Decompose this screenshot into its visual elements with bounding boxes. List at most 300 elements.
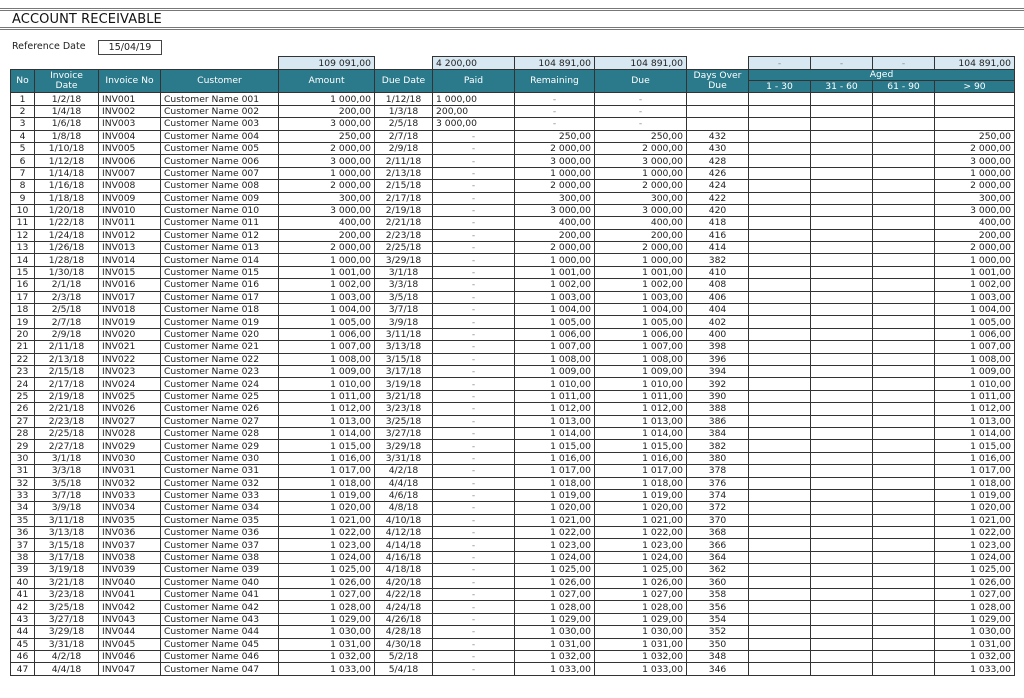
table-row[interactable] [11, 403, 1015, 415]
cell-aged-over-90[interactable]: 1 024,00 [935, 551, 1015, 563]
cell-no[interactable]: 12 [11, 229, 35, 241]
cell-due[interactable]: 1 019,00 [595, 489, 687, 501]
cell-due[interactable]: 1 013,00 [595, 415, 687, 427]
cell-remaining[interactable]: 400,00 [515, 217, 595, 229]
cell-amount[interactable]: 1 015,00 [279, 440, 375, 452]
cell-aged-over-90[interactable]: 2 000,00 [935, 180, 1015, 192]
cell-aged-31-60[interactable] [811, 155, 873, 167]
cell-due-date[interactable]: 3/11/18 [375, 328, 433, 340]
cell-invoice-no[interactable]: INV037 [99, 539, 161, 551]
cell-amount[interactable]: 1 001,00 [279, 266, 375, 278]
col-header-paid[interactable]: Paid [433, 70, 515, 93]
cell-aged-61-90[interactable] [873, 167, 935, 179]
cell-due[interactable]: 1 000,00 [595, 254, 687, 266]
cell-paid[interactable]: - [433, 626, 515, 638]
cell-days-over-due[interactable]: 428 [687, 155, 749, 167]
cell-remaining[interactable]: 1 000,00 [515, 254, 595, 266]
cell-due-date[interactable]: 5/4/18 [375, 663, 433, 675]
col-header-aged[interactable]: Aged [749, 70, 1015, 81]
cell-invoice-date[interactable]: 3/23/18 [35, 589, 99, 601]
cell-aged-over-90[interactable]: 1 012,00 [935, 403, 1015, 415]
cell-no[interactable]: 33 [11, 489, 35, 501]
cell-invoice-no[interactable]: INV021 [99, 341, 161, 353]
cell-aged-31-60[interactable] [811, 601, 873, 613]
cell-invoice-date[interactable]: 1/22/18 [35, 217, 99, 229]
cell-aged-over-90[interactable]: 1 026,00 [935, 576, 1015, 588]
cell-aged-31-60[interactable] [811, 663, 873, 675]
cell-invoice-date[interactable]: 3/19/18 [35, 564, 99, 576]
cell-aged-61-90[interactable] [873, 341, 935, 353]
cell-aged-over-90[interactable]: 1 028,00 [935, 601, 1015, 613]
cell-amount[interactable]: 1 014,00 [279, 427, 375, 439]
cell-amount[interactable]: 400,00 [279, 217, 375, 229]
cell-aged-1-30[interactable] [749, 130, 811, 142]
cell-aged-over-90[interactable]: 1 020,00 [935, 502, 1015, 514]
cell-customer[interactable]: Customer Name 014 [161, 254, 279, 266]
cell-invoice-no[interactable]: INV006 [99, 155, 161, 167]
cell-due-date[interactable]: 4/28/18 [375, 626, 433, 638]
cell-aged-over-90[interactable]: 400,00 [935, 217, 1015, 229]
cell-paid[interactable]: - [433, 650, 515, 662]
cell-days-over-due[interactable]: 422 [687, 192, 749, 204]
cell-aged-31-60[interactable] [811, 390, 873, 402]
cell-due-date[interactable]: 2/5/18 [375, 118, 433, 130]
cell-amount[interactable]: 1 030,00 [279, 626, 375, 638]
cell-paid[interactable]: - [433, 551, 515, 563]
cell-aged-1-30[interactable] [749, 564, 811, 576]
cell-aged-1-30[interactable] [749, 576, 811, 588]
cell-invoice-no[interactable]: INV046 [99, 650, 161, 662]
cell-aged-1-30[interactable] [749, 514, 811, 526]
cell-invoice-date[interactable]: 1/14/18 [35, 167, 99, 179]
cell-due[interactable]: 1 033,00 [595, 663, 687, 675]
cell-no[interactable]: 5 [11, 142, 35, 154]
cell-remaining[interactable]: 2 000,00 [515, 180, 595, 192]
table-row[interactable] [11, 279, 1015, 291]
cell-due[interactable]: 1 012,00 [595, 403, 687, 415]
cell-aged-1-30[interactable] [749, 527, 811, 539]
cell-aged-61-90[interactable] [873, 316, 935, 328]
cell-paid[interactable]: - [433, 365, 515, 377]
cell-aged-1-30[interactable] [749, 155, 811, 167]
cell-customer[interactable]: Customer Name 024 [161, 378, 279, 390]
cell-aged-31-60[interactable] [811, 403, 873, 415]
cell-days-over-due[interactable]: 400 [687, 328, 749, 340]
cell-amount[interactable]: 1 002,00 [279, 279, 375, 291]
cell-due[interactable]: 1 009,00 [595, 365, 687, 377]
col-header-days-over-due[interactable]: Days Over Due [687, 70, 749, 93]
cell-invoice-no[interactable]: INV047 [99, 663, 161, 675]
cell-invoice-no[interactable]: INV036 [99, 527, 161, 539]
cell-days-over-due[interactable]: 404 [687, 304, 749, 316]
cell-days-over-due[interactable]: 430 [687, 142, 749, 154]
cell-invoice-date[interactable]: 1/26/18 [35, 242, 99, 254]
cell-aged-31-60[interactable] [811, 254, 873, 266]
cell-amount[interactable]: 1 025,00 [279, 564, 375, 576]
cell-days-over-due[interactable]: 420 [687, 204, 749, 216]
cell-due-date[interactable]: 3/25/18 [375, 415, 433, 427]
cell-paid[interactable]: - [433, 180, 515, 192]
cell-due-date[interactable]: 5/2/18 [375, 650, 433, 662]
cell-no[interactable]: 11 [11, 217, 35, 229]
cell-invoice-date[interactable]: 1/20/18 [35, 204, 99, 216]
table-row[interactable] [11, 626, 1015, 638]
cell-aged-61-90[interactable] [873, 403, 935, 415]
cell-amount[interactable]: 1 026,00 [279, 576, 375, 588]
table-row[interactable] [11, 217, 1015, 229]
table-row[interactable] [11, 93, 1015, 105]
cell-invoice-date[interactable]: 2/23/18 [35, 415, 99, 427]
cell-days-over-due[interactable]: 386 [687, 415, 749, 427]
cell-aged-61-90[interactable] [873, 527, 935, 539]
cell-invoice-date[interactable]: 1/2/18 [35, 93, 99, 105]
table-row[interactable] [11, 663, 1015, 675]
cell-aged-1-30[interactable] [749, 502, 811, 514]
cell-no[interactable]: 44 [11, 626, 35, 638]
cell-aged-31-60[interactable] [811, 316, 873, 328]
cell-amount[interactable]: 1 010,00 [279, 378, 375, 390]
cell-paid[interactable]: - [433, 489, 515, 501]
cell-aged-31-60[interactable] [811, 192, 873, 204]
cell-due-date[interactable]: 2/13/18 [375, 167, 433, 179]
cell-due-date[interactable]: 2/11/18 [375, 155, 433, 167]
cell-remaining[interactable]: 1 000,00 [515, 167, 595, 179]
cell-customer[interactable]: Customer Name 009 [161, 192, 279, 204]
cell-invoice-date[interactable]: 1/16/18 [35, 180, 99, 192]
cell-aged-61-90[interactable] [873, 390, 935, 402]
cell-invoice-date[interactable]: 3/5/18 [35, 477, 99, 489]
cell-aged-over-90[interactable]: 1 017,00 [935, 465, 1015, 477]
cell-days-over-due[interactable] [687, 118, 749, 130]
cell-invoice-no[interactable]: INV034 [99, 502, 161, 514]
cell-remaining[interactable]: 3 000,00 [515, 204, 595, 216]
cell-remaining[interactable]: 1 020,00 [515, 502, 595, 514]
cell-aged-31-60[interactable] [811, 440, 873, 452]
cell-customer[interactable]: Customer Name 031 [161, 465, 279, 477]
table-row[interactable] [11, 427, 1015, 439]
cell-customer[interactable]: Customer Name 010 [161, 204, 279, 216]
cell-aged-over-90[interactable]: 1 008,00 [935, 353, 1015, 365]
cell-invoice-no[interactable]: INV023 [99, 365, 161, 377]
cell-invoice-no[interactable]: INV015 [99, 266, 161, 278]
cell-aged-61-90[interactable] [873, 576, 935, 588]
cell-remaining[interactable]: 1 021,00 [515, 514, 595, 526]
cell-days-over-due[interactable]: 426 [687, 167, 749, 179]
col-header-invoice-no[interactable]: Invoice No [99, 70, 161, 93]
cell-due-date[interactable]: 4/18/18 [375, 564, 433, 576]
cell-aged-61-90[interactable] [873, 242, 935, 254]
cell-aged-over-90[interactable]: 1 007,00 [935, 341, 1015, 353]
cell-customer[interactable]: Customer Name 027 [161, 415, 279, 427]
cell-invoice-no[interactable]: INV009 [99, 192, 161, 204]
cell-paid[interactable]: - [433, 242, 515, 254]
cell-aged-61-90[interactable] [873, 489, 935, 501]
cell-aged-over-90[interactable]: 250,00 [935, 130, 1015, 142]
cell-paid[interactable]: - [433, 304, 515, 316]
cell-amount[interactable]: 250,00 [279, 130, 375, 142]
cell-due-date[interactable]: 4/22/18 [375, 589, 433, 601]
cell-invoice-date[interactable]: 3/11/18 [35, 514, 99, 526]
cell-due-date[interactable]: 3/15/18 [375, 353, 433, 365]
cell-invoice-no[interactable]: INV027 [99, 415, 161, 427]
cell-no[interactable]: 47 [11, 663, 35, 675]
cell-due-date[interactable]: 3/21/18 [375, 390, 433, 402]
cell-paid[interactable]: - [433, 452, 515, 464]
cell-remaining[interactable]: 1 014,00 [515, 427, 595, 439]
cell-aged-over-90[interactable]: 3 000,00 [935, 204, 1015, 216]
cell-invoice-date[interactable]: 3/21/18 [35, 576, 99, 588]
cell-aged-61-90[interactable] [873, 192, 935, 204]
cell-days-over-due[interactable]: 368 [687, 527, 749, 539]
col-header-aged-over-90[interactable]: > 90 [935, 81, 1015, 93]
cell-due[interactable]: 1 008,00 [595, 353, 687, 365]
cell-customer[interactable]: Customer Name 047 [161, 663, 279, 675]
cell-aged-1-30[interactable] [749, 93, 811, 105]
cell-aged-61-90[interactable] [873, 539, 935, 551]
table-row[interactable] [11, 242, 1015, 254]
cell-aged-31-60[interactable] [811, 477, 873, 489]
cell-aged-61-90[interactable] [873, 427, 935, 439]
cell-remaining[interactable]: 1 018,00 [515, 477, 595, 489]
cell-aged-61-90[interactable] [873, 266, 935, 278]
table-row[interactable] [11, 489, 1015, 501]
cell-aged-31-60[interactable] [811, 118, 873, 130]
cell-no[interactable]: 46 [11, 650, 35, 662]
cell-remaining[interactable]: 300,00 [515, 192, 595, 204]
cell-remaining[interactable]: 2 000,00 [515, 242, 595, 254]
cell-due[interactable]: 1 024,00 [595, 551, 687, 563]
cell-days-over-due[interactable]: 348 [687, 650, 749, 662]
cell-paid[interactable]: - [433, 589, 515, 601]
cell-aged-31-60[interactable] [811, 589, 873, 601]
cell-remaining[interactable]: 1 002,00 [515, 279, 595, 291]
cell-aged-31-60[interactable] [811, 576, 873, 588]
cell-aged-1-30[interactable] [749, 477, 811, 489]
cell-aged-over-90[interactable]: 300,00 [935, 192, 1015, 204]
cell-aged-31-60[interactable] [811, 502, 873, 514]
cell-aged-61-90[interactable] [873, 254, 935, 266]
cell-invoice-date[interactable]: 2/1/18 [35, 279, 99, 291]
cell-paid[interactable]: - [433, 254, 515, 266]
cell-due-date[interactable]: 3/27/18 [375, 427, 433, 439]
cell-due[interactable]: 200,00 [595, 229, 687, 241]
cell-aged-1-30[interactable] [749, 353, 811, 365]
cell-aged-1-30[interactable] [749, 465, 811, 477]
cell-amount[interactable]: 1 012,00 [279, 403, 375, 415]
cell-amount[interactable]: 200,00 [279, 229, 375, 241]
cell-aged-over-90[interactable]: 2 000,00 [935, 242, 1015, 254]
cell-due[interactable]: 2 000,00 [595, 242, 687, 254]
cell-customer[interactable]: Customer Name 026 [161, 403, 279, 415]
cell-aged-1-30[interactable] [749, 626, 811, 638]
cell-customer[interactable]: Customer Name 040 [161, 576, 279, 588]
cell-invoice-date[interactable]: 3/27/18 [35, 613, 99, 625]
cell-due[interactable]: - [595, 105, 687, 117]
cell-invoice-no[interactable]: INV014 [99, 254, 161, 266]
cell-aged-1-30[interactable] [749, 192, 811, 204]
cell-paid[interactable]: - [433, 465, 515, 477]
cell-days-over-due[interactable]: 358 [687, 589, 749, 601]
table-row[interactable] [11, 613, 1015, 625]
cell-aged-61-90[interactable] [873, 626, 935, 638]
cell-aged-61-90[interactable] [873, 217, 935, 229]
cell-invoice-no[interactable]: INV032 [99, 477, 161, 489]
cell-customer[interactable]: Customer Name 012 [161, 229, 279, 241]
cell-remaining[interactable]: 1 027,00 [515, 589, 595, 601]
cell-amount[interactable]: 1 011,00 [279, 390, 375, 402]
cell-remaining[interactable]: - [515, 93, 595, 105]
cell-amount[interactable]: 1 022,00 [279, 527, 375, 539]
cell-invoice-date[interactable]: 1/6/18 [35, 118, 99, 130]
table-row[interactable] [11, 155, 1015, 167]
cell-remaining[interactable]: 1 024,00 [515, 551, 595, 563]
cell-no[interactable]: 27 [11, 415, 35, 427]
cell-invoice-no[interactable]: INV016 [99, 279, 161, 291]
cell-due[interactable]: 1 014,00 [595, 427, 687, 439]
cell-aged-1-30[interactable] [749, 118, 811, 130]
cell-no[interactable]: 2 [11, 105, 35, 117]
table-row[interactable] [11, 527, 1015, 539]
cell-customer[interactable]: Customer Name 036 [161, 527, 279, 539]
cell-aged-31-60[interactable] [811, 650, 873, 662]
cell-customer[interactable]: Customer Name 023 [161, 365, 279, 377]
cell-days-over-due[interactable]: 370 [687, 514, 749, 526]
cell-amount[interactable]: 3 000,00 [279, 155, 375, 167]
cell-paid[interactable]: - [433, 390, 515, 402]
cell-invoice-date[interactable]: 3/25/18 [35, 601, 99, 613]
cell-invoice-no[interactable]: INV041 [99, 589, 161, 601]
cell-due-date[interactable]: 4/24/18 [375, 601, 433, 613]
cell-aged-31-60[interactable] [811, 626, 873, 638]
cell-due-date[interactable]: 4/4/18 [375, 477, 433, 489]
cell-paid[interactable]: - [433, 204, 515, 216]
cell-aged-1-30[interactable] [749, 279, 811, 291]
cell-days-over-due[interactable]: 396 [687, 353, 749, 365]
cell-aged-over-90[interactable]: 1 001,00 [935, 266, 1015, 278]
cell-due-date[interactable]: 2/19/18 [375, 204, 433, 216]
cell-aged-61-90[interactable] [873, 601, 935, 613]
cell-invoice-date[interactable]: 3/1/18 [35, 452, 99, 464]
cell-amount[interactable]: 1 013,00 [279, 415, 375, 427]
cell-aged-31-60[interactable] [811, 353, 873, 365]
cell-due[interactable]: 1 016,00 [595, 452, 687, 464]
cell-invoice-date[interactable]: 2/17/18 [35, 378, 99, 390]
cell-no[interactable]: 8 [11, 180, 35, 192]
cell-due-date[interactable]: 3/23/18 [375, 403, 433, 415]
cell-paid[interactable]: - [433, 266, 515, 278]
cell-aged-31-60[interactable] [811, 527, 873, 539]
col-header-no[interactable]: No [11, 70, 35, 93]
cell-invoice-no[interactable]: INV022 [99, 353, 161, 365]
cell-due-date[interactable]: 3/29/18 [375, 440, 433, 452]
cell-aged-over-90[interactable]: 1 018,00 [935, 477, 1015, 489]
cell-remaining[interactable]: 1 007,00 [515, 341, 595, 353]
cell-no[interactable]: 40 [11, 576, 35, 588]
cell-due[interactable]: 1 007,00 [595, 341, 687, 353]
cell-due-date[interactable]: 3/29/18 [375, 254, 433, 266]
cell-remaining[interactable]: 250,00 [515, 130, 595, 142]
cell-aged-31-60[interactable] [811, 167, 873, 179]
cell-amount[interactable]: 1 033,00 [279, 663, 375, 675]
cell-aged-1-30[interactable] [749, 316, 811, 328]
cell-aged-over-90[interactable]: 1 002,00 [935, 279, 1015, 291]
table-row[interactable] [11, 539, 1015, 551]
cell-remaining[interactable]: 1 023,00 [515, 539, 595, 551]
cell-paid[interactable]: - [433, 477, 515, 489]
cell-paid[interactable]: - [433, 142, 515, 154]
cell-aged-over-90[interactable]: 1 015,00 [935, 440, 1015, 452]
cell-customer[interactable]: Customer Name 046 [161, 650, 279, 662]
cell-days-over-due[interactable]: 380 [687, 452, 749, 464]
table-row[interactable] [11, 167, 1015, 179]
cell-aged-over-90[interactable]: 1 000,00 [935, 254, 1015, 266]
cell-aged-31-60[interactable] [811, 489, 873, 501]
cell-amount[interactable]: 1 024,00 [279, 551, 375, 563]
cell-due-date[interactable]: 4/20/18 [375, 576, 433, 588]
cell-paid[interactable]: - [433, 663, 515, 675]
cell-aged-over-90[interactable]: 1 006,00 [935, 328, 1015, 340]
cell-days-over-due[interactable]: 374 [687, 489, 749, 501]
col-header-aged-31-60[interactable]: 31 - 60 [811, 81, 873, 93]
cell-due-date[interactable]: 4/16/18 [375, 551, 433, 563]
cell-invoice-no[interactable]: INV028 [99, 427, 161, 439]
cell-amount[interactable]: 200,00 [279, 105, 375, 117]
table-row[interactable] [11, 601, 1015, 613]
cell-aged-over-90[interactable]: 1 010,00 [935, 378, 1015, 390]
cell-amount[interactable]: 1 020,00 [279, 502, 375, 514]
cell-no[interactable]: 23 [11, 365, 35, 377]
cell-days-over-due[interactable]: 392 [687, 378, 749, 390]
cell-customer[interactable]: Customer Name 018 [161, 304, 279, 316]
cell-amount[interactable]: 3 000,00 [279, 118, 375, 130]
cell-aged-31-60[interactable] [811, 304, 873, 316]
cell-paid[interactable]: 200,00 [433, 105, 515, 117]
cell-days-over-due[interactable]: 360 [687, 576, 749, 588]
cell-due[interactable]: 250,00 [595, 130, 687, 142]
cell-aged-1-30[interactable] [749, 613, 811, 625]
cell-days-over-due[interactable]: 376 [687, 477, 749, 489]
cell-customer[interactable]: Customer Name 020 [161, 328, 279, 340]
cell-aged-1-30[interactable] [749, 180, 811, 192]
cell-customer[interactable]: Customer Name 021 [161, 341, 279, 353]
cell-invoice-no[interactable]: INV026 [99, 403, 161, 415]
cell-paid[interactable]: - [433, 328, 515, 340]
cell-no[interactable]: 41 [11, 589, 35, 601]
cell-aged-1-30[interactable] [749, 390, 811, 402]
cell-due[interactable]: 1 022,00 [595, 527, 687, 539]
cell-aged-31-60[interactable] [811, 613, 873, 625]
cell-remaining[interactable]: 1 032,00 [515, 650, 595, 662]
cell-days-over-due[interactable]: 402 [687, 316, 749, 328]
cell-days-over-due[interactable]: 350 [687, 638, 749, 650]
cell-days-over-due[interactable]: 378 [687, 465, 749, 477]
cell-due-date[interactable]: 1/12/18 [375, 93, 433, 105]
cell-days-over-due[interactable]: 432 [687, 130, 749, 142]
cell-aged-61-90[interactable] [873, 650, 935, 662]
cell-customer[interactable]: Customer Name 019 [161, 316, 279, 328]
cell-due[interactable]: 3 000,00 [595, 204, 687, 216]
cell-days-over-due[interactable]: 424 [687, 180, 749, 192]
cell-due[interactable]: 1 017,00 [595, 465, 687, 477]
cell-aged-1-30[interactable] [749, 663, 811, 675]
cell-aged-61-90[interactable] [873, 118, 935, 130]
cell-remaining[interactable]: 1 022,00 [515, 527, 595, 539]
cell-due-date[interactable]: 3/13/18 [375, 341, 433, 353]
cell-aged-61-90[interactable] [873, 279, 935, 291]
cell-no[interactable]: 42 [11, 601, 35, 613]
cell-due-date[interactable]: 3/7/18 [375, 304, 433, 316]
table-row[interactable] [11, 266, 1015, 278]
